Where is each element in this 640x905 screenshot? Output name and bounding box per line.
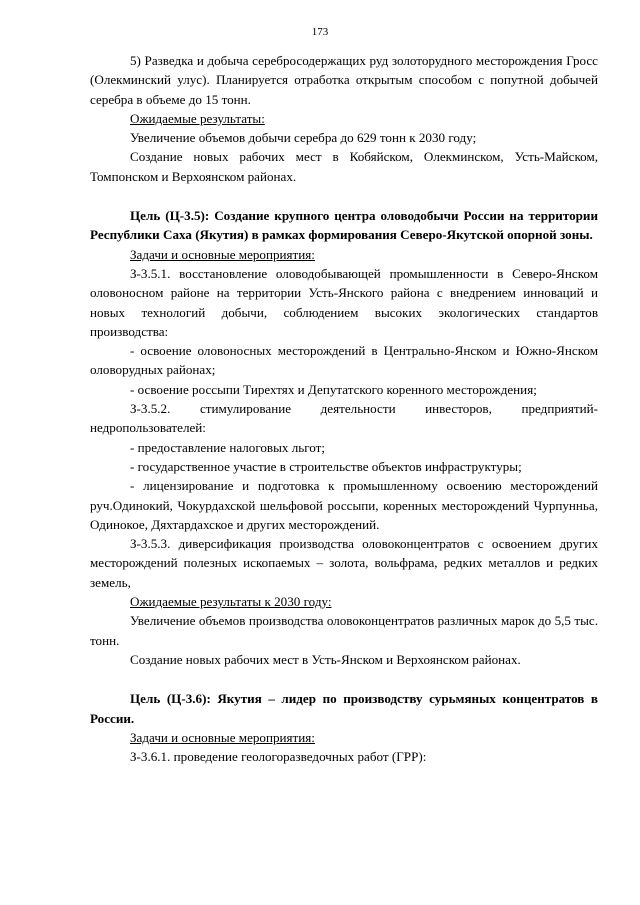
item-5-paragraph: 5) Разведка и добыча серебросодержащих руд золоторудного месторождения Гросс (Олекминский улус). Планируется отработка открытым способом с попутной добычей серебра в объеме до 15 тонн.: [90, 53, 598, 107]
task-3-5-3: З-3.5.3. диверсификация производства оловоконцентратов с освоением других месторождений полезных ископаемых – золота, вольфрама, редких металлов и редких земель,: [90, 536, 598, 590]
results-new-jobs: Создание новых рабочих мест в Кобяйском, Олекминском, Усть-Майском, Томпонском и Верхоянском районах.: [90, 149, 598, 184]
bullet-tirekhtyakh-placer: - освоение россыпи Тирехтях и Депутатского коренного месторождения;: [130, 381, 537, 397]
bullet-licensing: - лицензирование и подготовка к промышленному освоению месторождений руч.Одинокий, Чокурдахской шельфовой россыпи, коренных месторождений Чурпунньа, Одинокое, Дяхтардахское и других месторождений.: [90, 478, 598, 532]
task-3-6-1: З-3.6.1. проведение геологоразведочных работ (ГРР):: [130, 749, 427, 765]
bullet-tax-benefits: - предоставление налоговых льгот;: [130, 439, 326, 455]
expected-results-2030-heading: Ожидаемые результаты к 2030 году:: [130, 594, 332, 610]
task-3-5-2: З-3.5.2. стимулирование деятельности инвесторов, предприятий-недропользователей:: [90, 401, 598, 436]
tasks-heading-2: Задачи и основные мероприятия:: [130, 729, 315, 745]
goal-3-5-heading: Цель (Ц-3.5): Создание крупного центра оловодобычи России на территории Республики Саха (Якутия) в рамках формирования Северо-Якутской опорной зоны.: [90, 208, 598, 243]
expected-results-heading: Ожидаемые результаты:: [130, 110, 265, 126]
document-body: [90, 51, 598, 766]
results-tin-concentrate: Увеличение объемов производства оловоконцентратов различных марок до 5,5 тыс. тонн.: [90, 613, 598, 648]
bullet-state-participation: - государственное участие в строительстве объектов инфраструктуры;: [130, 458, 522, 474]
tasks-heading: Задачи и основные мероприятия:: [130, 246, 315, 262]
bullet-central-yana-deposits: - освоение оловоносных месторождений в Центрально-Янском и Южно-Янском оловорудных районах;: [90, 343, 598, 378]
results-silver-volume: Увеличение объемов добычи серебра до 629 тонн к 2030 году;: [130, 130, 477, 146]
goal-3-6-heading: Цель (Ц-3.6): Якутия – лидер по производству сурьмяных концентратов в России.: [90, 691, 598, 726]
task-3-5-1: З-3.5.1. восстановление оловодобывающей промышленности в Северо-Янском оловоносном районе на территории Усть-Янского района с внедрением инноваций и новых технологий добычи, соблюдением высоких экологических стандартов производства:: [90, 265, 598, 339]
results-new-jobs-ust-yana: Создание новых рабочих мест в Усть-Янском и Верхоянском районах.: [130, 651, 521, 667]
page-number: 173: [311, 26, 329, 38]
